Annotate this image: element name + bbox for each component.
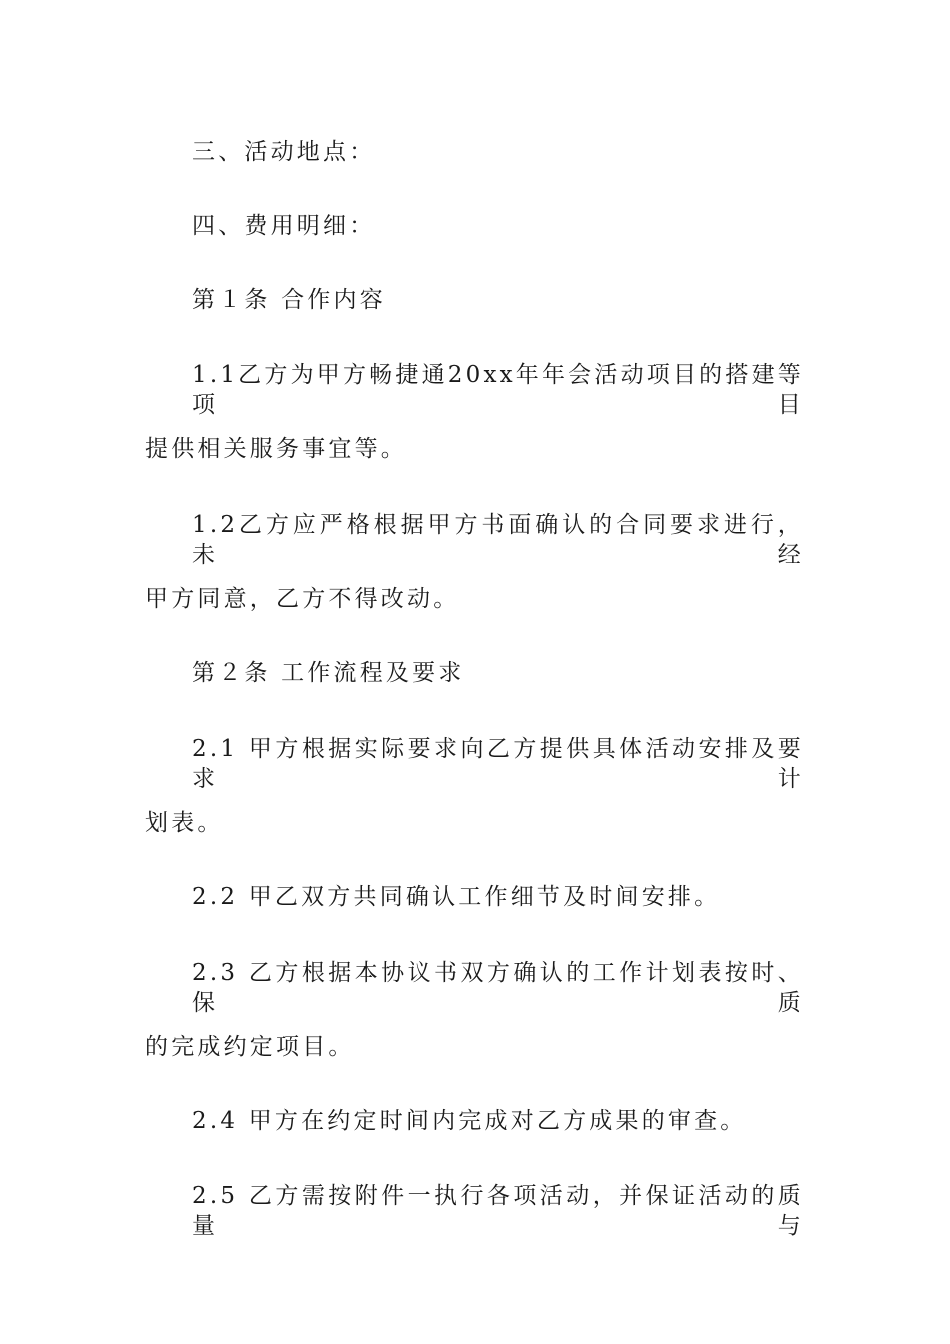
clause-1-2-line-2: 甲方同意，乙方不得改动。 [145,586,460,612]
article-2-heading: 第２条 工作流程及要求 [192,660,465,686]
clause-2-4: 2.4 甲方在约定时间内完成对乙方成果的审查。 [192,1108,747,1134]
clause-2-1-line-2: 划表。 [145,810,224,836]
clause-2-3-line-1: 2.3 乙方根据本协议书双方确认的工作计划表按时、保质 [192,960,804,1016]
article-1-heading: 第１条 合作内容 [192,287,386,313]
section-heading-venue: 三、活动地点： [192,139,376,165]
clause-1-1-line-2: 提供相关服务事宜等。 [145,436,407,462]
section-heading-costs: 四、费用明细： [192,213,376,239]
clause-2-2: 2.2 甲乙双方共同确认工作细节及时间安排。 [192,884,721,910]
clause-2-1-line-1: 2.1 甲方根据实际要求向乙方提供具体活动安排及要求计 [192,736,804,792]
clause-2-3-line-2: 的完成约定项目。 [145,1034,355,1060]
clause-1-1-line-1: 1.1乙方为甲方畅捷通20xx年年会活动项目的搭建等项目 [192,362,804,418]
clause-1-2-line-1: 1.2乙方应严格根据甲方书面确认的合同要求进行，未经 [192,512,804,568]
clause-2-5-line-1: 2.5 乙方需按附件一执行各项活动，并保证活动的质量与 [192,1183,804,1239]
